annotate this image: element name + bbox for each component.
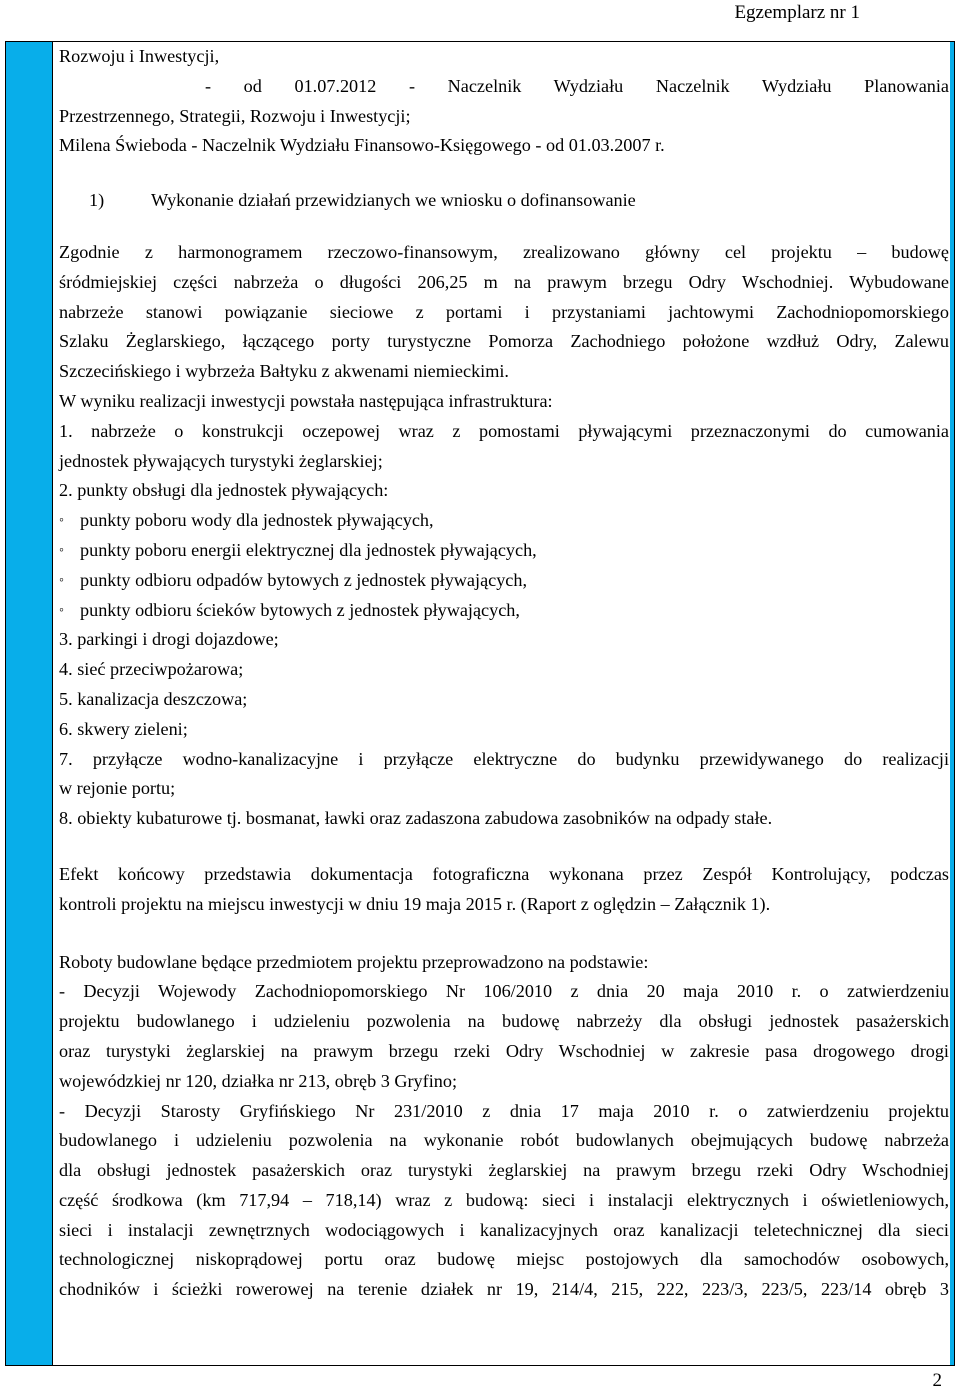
list-item: 7. przyłącze wodno-kanalizacyjne i przyłącze elektryczne do budynku przewidywanego do realizacji (59, 748, 949, 769)
paragraph-line: Szlaku Żeglarskiego, łączącego porty turystyczne Pomorza Zachodniego położone wzdłuż Odry, Zalewu (59, 331, 949, 352)
paragraph-line: sieci i instalacji zewnętrznych wodociągowych i kanalizacyjnych oraz kanalizacji teletechnicznej dla sieci (59, 1219, 949, 1240)
paragraph-line: wojewódzkiej nr 120, działka nr 213, obręb 3 Gryfino; (59, 1070, 458, 1091)
list-item: 3. parkingi i drogi dojazdowe; (59, 629, 279, 650)
list-item: 6. skwery zieleni; (59, 718, 188, 739)
paragraph-line: budowlanego i udzieleniu pozwolenia na wykonanie robót budowlanych obejmujących budowę nabrzeża (59, 1130, 949, 1151)
paragraph-line: kontroli projektu na miejscu inwestycji w dniu 19 maja 2015 r. (Raport z oględzin – Załącznik 1). (59, 893, 771, 914)
list-item: 8. obiekty kubaturowe tj. bosmanat, ławki oraz zadaszona zabudowa zasobników na odpady stałe. (59, 808, 773, 829)
intro-line: - od 01.07.2012 - Naczelnik Wydziału Naczelnik Wydziału Planowania (205, 75, 949, 96)
section-heading (59, 186, 949, 216)
paragraph-line: W wyniku realizacji inwestycji powstała następująca infrastruktura: (59, 390, 553, 411)
paragraph-line: projektu budowlanego i udzieleniu pozwolenia na budowę nabrzeży dla obsługi jednostek pasażerskich (59, 1011, 949, 1032)
list-item: 5. kanalizacja deszczowa; (59, 688, 248, 709)
list-item: 2. punkty obsługi dla jednostek pływających: (59, 480, 389, 501)
list-item: w rejonie portu; (59, 778, 176, 799)
paragraph-line: Szczecińskiego i wybrzeża Bałtyku z akwenami niemieckimi. (59, 361, 509, 382)
paragraph-line: Zgodnie z harmonogramem rzeczowo-finansowym, zrealizowano główny cel projektu – budowę (59, 241, 949, 262)
section-number: 1) (89, 190, 105, 211)
list-item: 4. sieć przeciwpożarowa; (59, 659, 244, 680)
list-item: 1. nabrzeże o konstrukcji oczepowej wraz z pomostami pływającymi przeznaczonymi do cumowania (59, 420, 949, 441)
bullet-item: ◦ punkty odbioru odpadów bytowych z jednostek pływających, (59, 566, 949, 596)
paragraph-line: technologicznej niskoprądowej portu oraz budowę miejsc postojowych dla samochodów osobowych, (59, 1249, 949, 1270)
bullet-icon: ◦ (59, 513, 64, 529)
bullet-item: ◦ punkty poboru wody dla jednostek pływających, (59, 506, 949, 536)
page-number: 2 (932, 1370, 942, 1391)
paragraph-line: śródmiejskiej części nabrzeża o długości 206,25 m na prawym brzegu Odry Wschodniej. Wybudowane (59, 271, 949, 292)
intro-line: Milena Świeboda - Naczelnik Wydziału Finansowo-Księgowego - od 01.03.2007 r. (59, 135, 665, 156)
document-body (59, 42, 949, 1305)
paragraph-line: dla obsługi jednostek pasażerskich oraz turystyki żeglarskiej na prawym brzegu rzeki Odry Wschodniej (59, 1160, 949, 1181)
intro-line: Rozwoju i Inwestycji, (59, 46, 220, 66)
paragraph-line: - Decyzji Starosty Gryfińskiego Nr 231/2010 z dnia 17 maja 2010 r. o zatwierdzeniu projektu (59, 1100, 949, 1121)
copy-number: Egzemplarz nr 1 (734, 2, 860, 23)
paragraph-line: - Decyzji Wojewody Zachodniopomorskiego Nr 106/2010 z dnia 20 maja 2010 r. o zatwierdzeniu (59, 981, 949, 1002)
paragraph-line: Efekt końcowy przedstawia dokumentacja fotograficzna wykonana przez Zespół Kontrolujący, podczas (59, 863, 949, 884)
paragraph-line: oraz turystyki żeglarskiej na prawym brzegu rzeki Odry Wschodniej w zakresie pasa drogowego drogi (59, 1040, 949, 1061)
bullet-item: ◦ punkty poboru energii elektrycznej dla jednostek pływających, (59, 536, 949, 566)
paragraph-line: część środkowa (km 717,94 – 718,14) wraz z budową: sieci i instalacji elektrycznych i oświetleniowych, (59, 1189, 949, 1210)
paragraph-line: Roboty budowlane będące przedmiotem projektu przeprowadzono na podstawie: (59, 951, 649, 972)
intro-line: Przestrzennego, Strategii, Rozwoju i Inwestycji; (59, 105, 411, 126)
paragraph-line: chodników i ścieżki rowerowej na terenie działek nr 19, 214/4, 215, 222, 223/3, 223/5, 223/14 obręb 3 (59, 1279, 949, 1300)
section-title: Wykonanie działań przewidzianych we wniosku o dofinansowanie (151, 190, 636, 211)
left-color-bar (6, 42, 53, 1365)
bullet-icon: ◦ (59, 572, 64, 588)
bullet-icon: ◦ (59, 602, 64, 618)
bullet-icon: ◦ (59, 542, 64, 558)
list-item: jednostek pływających turystyki żeglarskiej; (59, 450, 383, 471)
bullet-item: ◦ punkty odbioru ścieków bytowych z jednostek pływających, (59, 596, 949, 626)
document-frame (5, 41, 955, 1366)
paragraph-line: nabrzeże stanowi powiązanie sieciowe z portami i przystaniami jachtowymi Zachodniopomorskiego (59, 301, 949, 322)
right-color-bar (950, 42, 954, 1365)
